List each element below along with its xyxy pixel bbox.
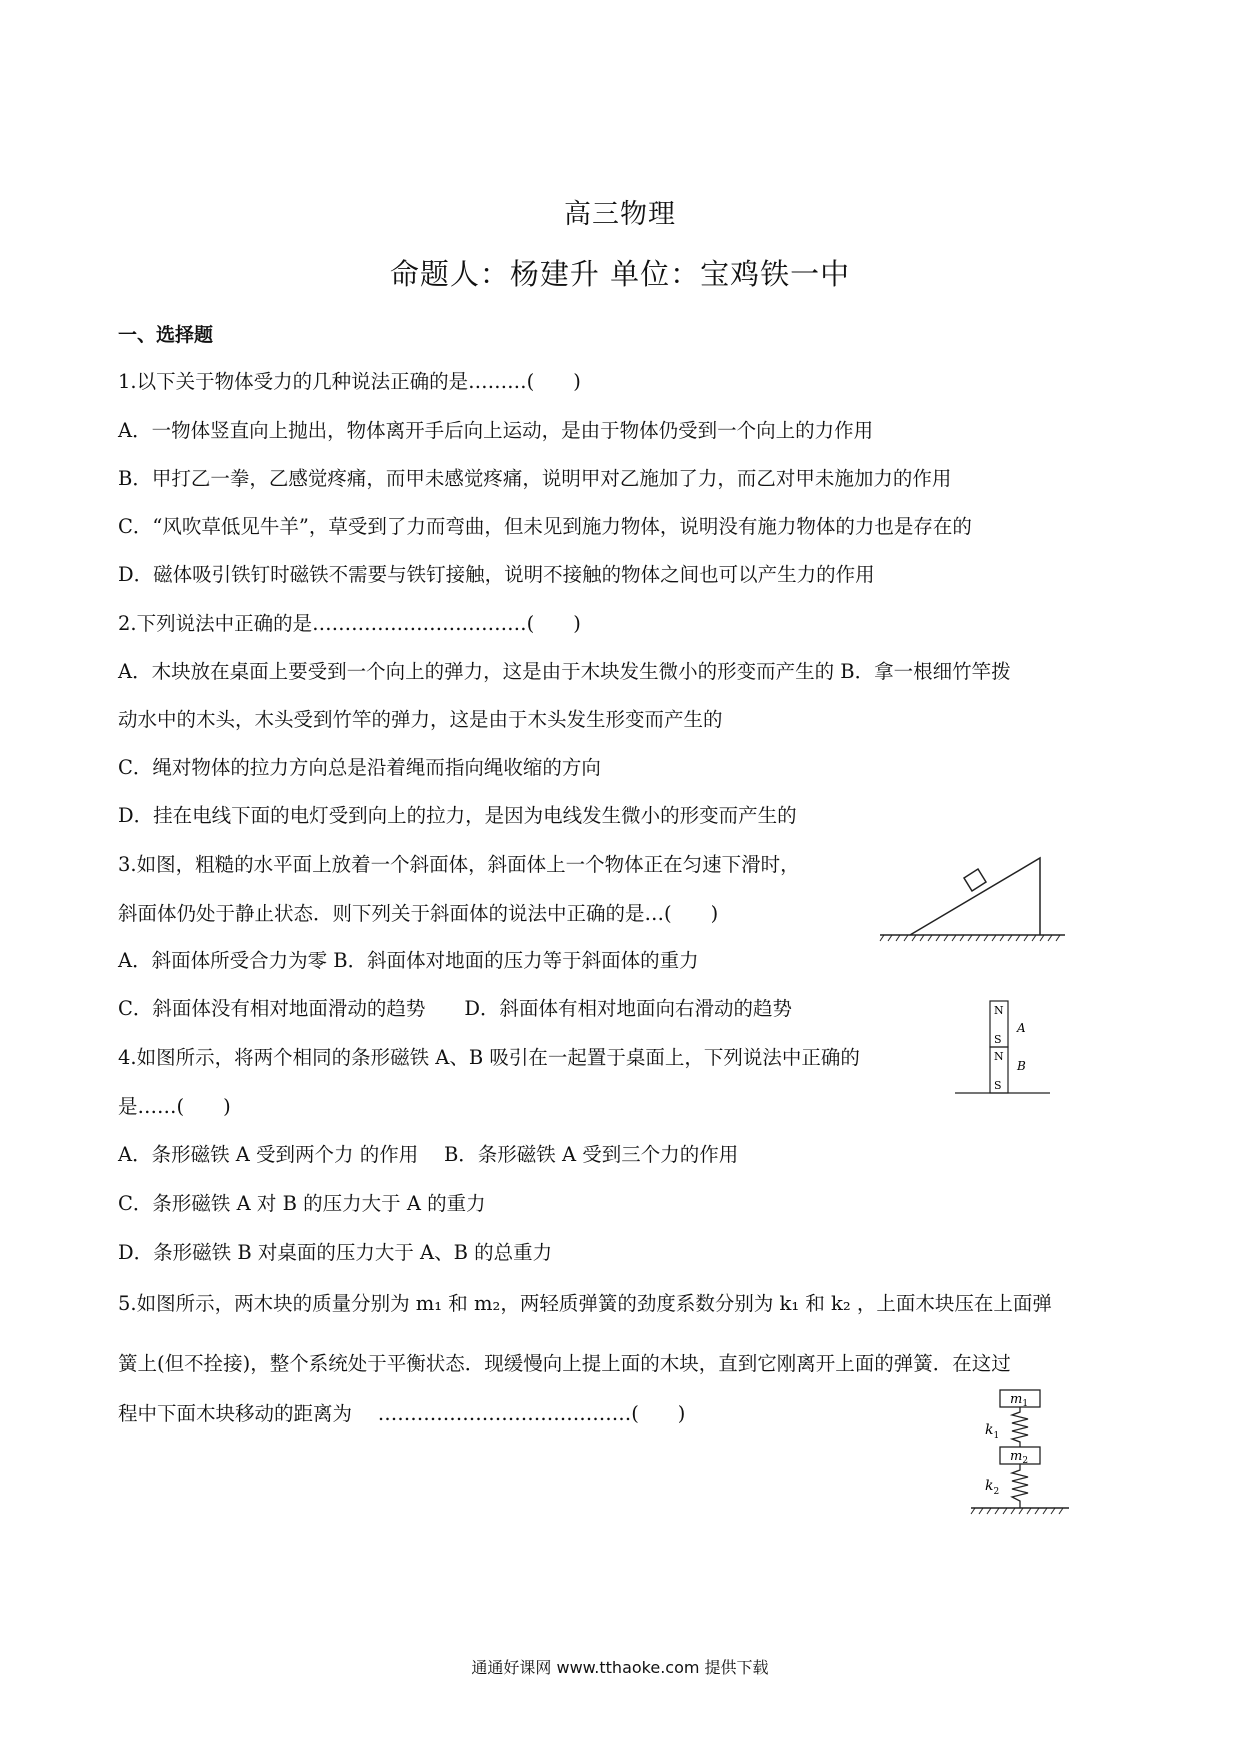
question-2: 2.下列说法中正确的是……………………………( ): [118, 612, 581, 635]
svg-text:k1: $k_1$: [985, 1422, 1000, 1441]
question-1-option-d: D．磁体吸引铁钉时磁铁不需要与铁钉接触，说明不接触的物体之间也可以产生力的作用: [118, 563, 875, 586]
block-label-m1: m: [1010, 1392, 1023, 1407]
question-4-line2: 是……( ): [118, 1095, 231, 1118]
magnet-label-a: A: [1017, 1021, 1026, 1035]
magnet-label-s2: S: [994, 1079, 1002, 1092]
section-heading: 一、选择题: [118, 324, 214, 346]
question-3-line2: 斜面体仍处于静止状态．则下列关于斜面体的说法中正确的是…( ): [118, 902, 719, 925]
incline-figure: [880, 852, 1070, 942]
springs-figure: [965, 1390, 1075, 1520]
question-1-option-c: C．“风吹草低见牛羊”，草受到了力而弯曲，但未见到施力物体，说明没有施力物体的力也是存在的: [118, 515, 972, 538]
question-2-option-d: D．挂在电线下面的电灯受到向上的拉力，是因为电线发生微小的形变而产生的: [118, 804, 797, 827]
question-4-option-c: C．条形磁铁 A 对 B 的压力大于 A 的重力: [118, 1192, 486, 1215]
magnets-figure: [955, 998, 1055, 1098]
svg-text:m1: $m_1$: [1010, 1392, 1029, 1409]
question-4-options-ab: A．条形磁铁 A 受到两个力 的作用 B．条形磁铁 A 受到三个力的作用: [118, 1143, 739, 1166]
question-5-line3: 程中下面木块移动的距离为 …………………………………( ): [118, 1402, 686, 1425]
page-footer: 通通好课网 www.tthaoke.com 提供下载: [471, 1658, 769, 1677]
question-5-line2: 簧上(但不拴接)，整个系统处于平衡状态．现缓慢向上提上面的木块，直到它刚离开上面的弹簧．在这过: [118, 1352, 1011, 1375]
spring-label-k2: k: [985, 1478, 994, 1494]
question-3-options-ab: A．斜面体所受合力为零 B．斜面体对地面的压力等于斜面体的重力: [118, 949, 699, 972]
page-subtitle: 命题人：杨建升 单位：宝鸡铁一中: [389, 257, 851, 291]
question-1-option-a: A．一物体竖直向上抛出，物体离开手后向上运动，是由于物体仍受到一个向上的力作用: [118, 419, 874, 442]
spring-label-k1: k: [985, 1422, 994, 1438]
question-4-option-d: D．条形磁铁 B 对桌面的压力大于 A、B 的总重力: [118, 1241, 553, 1264]
magnet-label-b: B: [1017, 1059, 1026, 1073]
magnet-label-n2: N: [994, 1050, 1004, 1063]
question-2-option-ab-line2: 动水中的木头，木头受到竹竿的弹力，这是由于木头发生形变而产生的: [118, 708, 723, 731]
question-1-option-b: B．甲打乙一拳，乙感觉疼痛，而甲未感觉疼痛，说明甲对乙施加了力，而乙对甲未施加力的作用: [118, 467, 952, 490]
question-3-line1: 3.如图，粗糙的水平面上放着一个斜面体，斜面体上一个物体正在匀速下滑时，: [118, 853, 800, 876]
question-4-line1: 4.如图所示，将两个相同的条形磁铁 A、B 吸引在一起置于桌面上，下列说法中正确的: [118, 1046, 860, 1069]
question-2-option-ab-line1: A．木块放在桌面上要受到一个向上的弹力，这是由于木块发生微小的形变而产生的 B．拿一根细竹竿拨: [118, 660, 1011, 683]
page-title: 高三物理: [564, 199, 676, 230]
magnet-label-n1: N: [994, 1004, 1004, 1017]
question-2-option-c: C．绳对物体的拉力方向总是沿着绳而指向绳收缩的方向: [118, 756, 601, 779]
question-5-line1: 5.如图所示，两木块的质量分别为 m₁ 和 m₂，两轻质弹簧的劲度系数分别为 k₁ 和 k₂ ，上面木块压在上面弹: [118, 1292, 1052, 1315]
magnet-label-s1: S: [994, 1033, 1002, 1046]
block-label-m2: m: [1010, 1449, 1023, 1464]
question-1: 1.以下关于物体受力的几种说法正确的是………( ): [118, 370, 581, 393]
question-3-options-cd: C．斜面体没有相对地面滑动的趋势 D．斜面体有相对地面向右滑动的趋势: [118, 997, 793, 1020]
svg-text:m2: $m_2$: [1010, 1449, 1029, 1466]
svg-text:k2: $k_2$: [985, 1478, 1000, 1497]
